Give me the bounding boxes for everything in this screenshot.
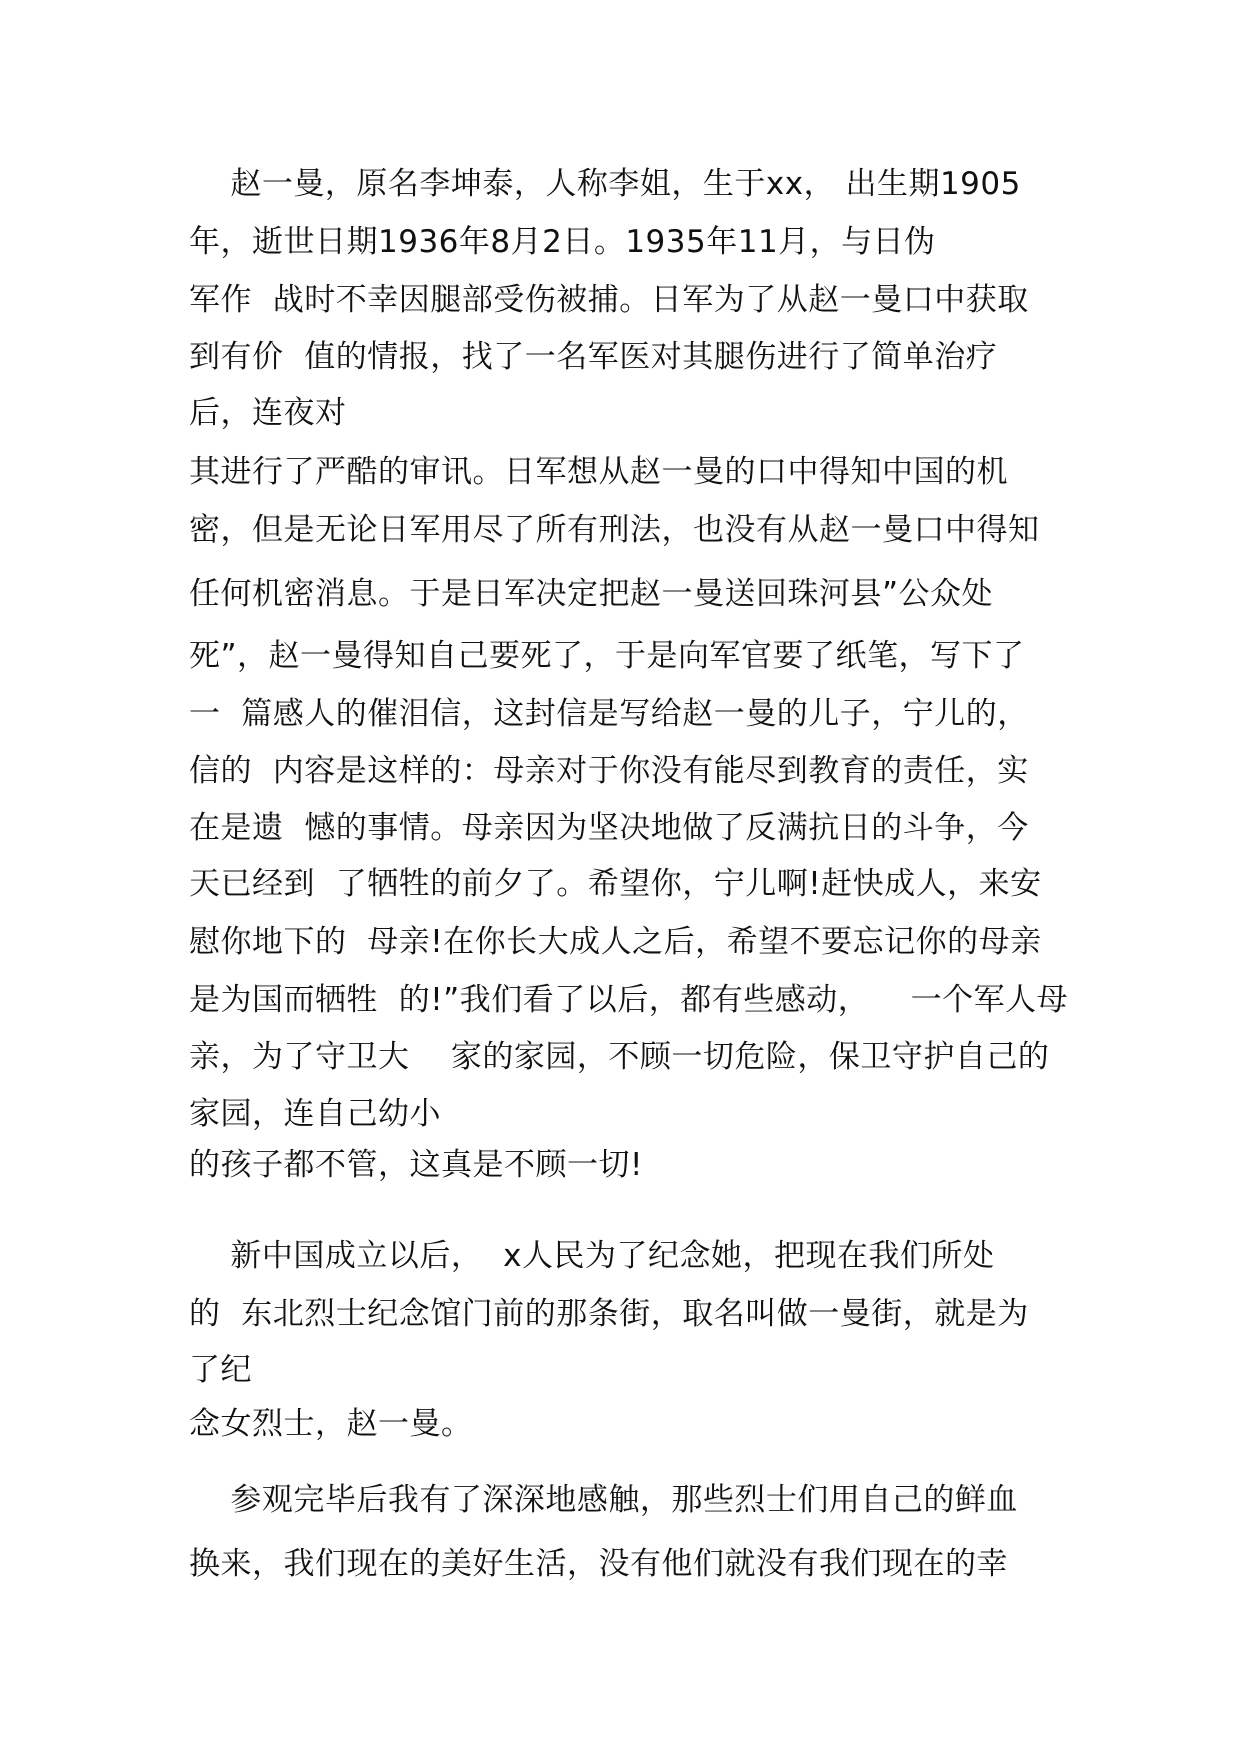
text-line: 的孩子都不管，这真是不顾一切! — [189, 1147, 643, 1183]
text-line: 了纪 — [189, 1352, 252, 1388]
text-line: 慰你地下的 母亲!在你长大成人之后，希望不要忘记你的母亲 — [189, 924, 1042, 960]
text-line: 亲，为了守卫大 家的家园，不顾一切危险，保卫守护自己的 — [189, 1039, 1050, 1075]
text-line: 信的 内容是这样的：母亲对于你没有能尽到教育的责任，实 — [189, 753, 1029, 789]
text-line: 在是遗 憾的事情。母亲因为坚决地做了反满抗日的斗争，今 — [189, 810, 1029, 846]
text-line: 到有价 值的情报，找了一名军医对其腿伤进行了简单治疗 — [189, 339, 998, 375]
text-line: 后，连夜对 — [189, 395, 347, 431]
text-line: 参观完毕后我有了深深地感触，那些烈士们用自己的鲜血 — [189, 1482, 1018, 1518]
text-line: 赵一曼，原名李坤泰，人称李姐，生于xx， 出生期1905 — [189, 166, 1021, 202]
text-line: 是为国而牺牲 的!”我们看了以后，都有些感动， 一个军人母 — [189, 982, 1069, 1018]
text-line: 年，逝世日期1936年8月2日。1935年11月，与日伪 — [189, 224, 936, 260]
text-line: 念女烈士，赵一曼。 — [189, 1406, 473, 1442]
text-line: 新中国成立以后， x人民为了纪念她，把现在我们所处 — [189, 1238, 995, 1274]
text-line: 天已经到 了牺牲的前夕了。希望你，宁儿啊!赶快成人，来安 — [189, 866, 1042, 902]
text-line: 一 篇感人的催泪信，这封信是写给赵一曼的儿子，宁儿的， — [189, 696, 1029, 732]
text-line: 密，但是无论日军用尽了所有刑法，也没有从赵一曼口中得知 — [189, 512, 1040, 548]
text-line: 死”，赵一曼得知自己要死了，于是向军官要了纸笔，写下了 — [189, 638, 1025, 674]
text-line: 家园，连自己幼小 — [189, 1096, 441, 1132]
text-line: 换来，我们现在的美好生活，没有他们就没有我们现在的幸 — [189, 1546, 1008, 1582]
text-line: 任何机密消息。于是日军决定把赵一曼送回珠河县”公众处 — [189, 576, 994, 612]
text-line: 军作 战时不幸因腿部受伤被捕。日军为了从赵一曼口中获取 — [189, 282, 1029, 318]
text-line: 的 东北烈士纪念馆门前的那条街，取名叫做一曼街，就是为 — [189, 1296, 1029, 1332]
text-line: 其进行了严酷的审讯。日军想从赵一曼的口中得知中国的机 — [189, 454, 1008, 490]
